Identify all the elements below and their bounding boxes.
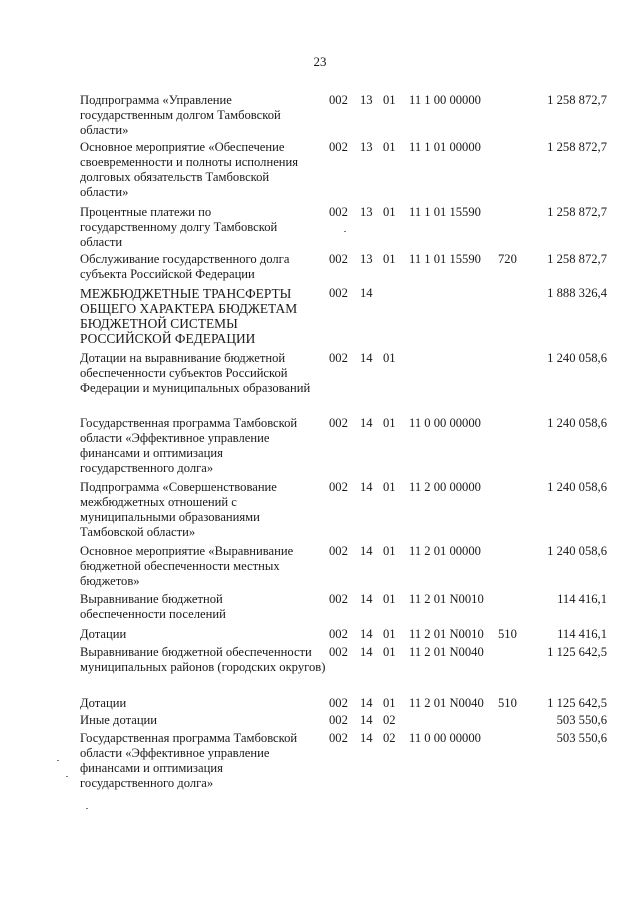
target-article-code: 11 1 00 00000 bbox=[409, 93, 481, 107]
section-code: 14 bbox=[360, 544, 373, 558]
grbs-code: 002 bbox=[329, 645, 348, 659]
subsection-code: 01 bbox=[383, 351, 396, 365]
amount: 1 125 642,5 bbox=[547, 696, 607, 710]
target-article-code: 11 2 01 N0010 bbox=[409, 627, 484, 641]
section-code: 14 bbox=[360, 416, 373, 430]
grbs-code: 002 bbox=[329, 544, 348, 558]
amount: 1 258 872,7 bbox=[547, 140, 607, 154]
section-code: 14 bbox=[360, 286, 373, 300]
grbs-code: 002 bbox=[329, 592, 348, 606]
row-name: Обслуживание государственного долга субъекта Российской Федерации bbox=[80, 252, 290, 281]
amount: 503 550,6 bbox=[556, 731, 607, 745]
subsection-code: 01 bbox=[383, 645, 396, 659]
subsection-code: 01 bbox=[383, 544, 396, 558]
grbs-code: 002 bbox=[329, 93, 348, 107]
row-name: Иные дотации bbox=[80, 713, 158, 727]
subsection-code: 01 bbox=[383, 627, 396, 641]
grbs-code: 002 bbox=[329, 416, 348, 430]
subsection-code: 01 bbox=[383, 416, 396, 430]
subsection-code: 01 bbox=[383, 205, 396, 219]
scan-speck bbox=[66, 776, 68, 777]
row-name: МЕЖБЮДЖЕТНЫЕ ТРАНСФЕРТЫ ОБЩЕГО ХАРАКТЕРА БЮДЖЕТАМ БЮДЖЕТНОЙ СИСТЕМЫ РОССИЙСКОЙ ФЕДЕРАЦИИ bbox=[80, 286, 298, 346]
target-article-code: 11 2 01 N0040 bbox=[409, 696, 484, 710]
amount: 1 240 058,6 bbox=[547, 351, 607, 365]
amount: 503 550,6 bbox=[556, 713, 607, 727]
target-article-code: 11 2 01 N0040 bbox=[409, 645, 484, 659]
target-article-code: 11 2 01 N0010 bbox=[409, 592, 484, 606]
expense-type-code: 510 bbox=[498, 696, 517, 710]
target-article-code: 11 0 00 00000 bbox=[409, 731, 481, 745]
page-number: 23 bbox=[313, 54, 327, 69]
section-code: 14 bbox=[360, 627, 373, 641]
row-name: Процентные платежи по государственному долгу Тамбовской области bbox=[80, 205, 278, 249]
row-name: Подпрограмма «Управление государственным долгом Тамбовской области» bbox=[80, 93, 281, 137]
amount: 1 258 872,7 bbox=[547, 205, 607, 219]
subsection-code: 02 bbox=[383, 731, 396, 745]
row-name: Дотации bbox=[80, 627, 127, 641]
grbs-code: 002 bbox=[329, 205, 348, 219]
row-name: Выравнивание бюджетной обеспеченности муниципальных районов (городских округов) bbox=[80, 645, 326, 674]
amount: 1 240 058,6 bbox=[547, 416, 607, 430]
amount: 1 125 642,5 bbox=[547, 645, 607, 659]
section-code: 14 bbox=[360, 480, 373, 494]
subsection-code: 01 bbox=[383, 252, 396, 266]
row-name: Дотации bbox=[80, 696, 127, 710]
subsection-code: 01 bbox=[383, 592, 396, 606]
grbs-code: 002 bbox=[329, 480, 348, 494]
subsection-code: 01 bbox=[383, 93, 396, 107]
amount: 1 240 058,6 bbox=[547, 480, 607, 494]
row-name: Государственная программа Тамбовской области «Эффективное управление финансами и оптимизация государственного долга» bbox=[80, 731, 298, 790]
target-article-code: 11 1 01 15590 bbox=[409, 205, 481, 219]
target-article-code: 11 1 01 15590 bbox=[409, 252, 481, 266]
subsection-code: 02 bbox=[383, 713, 396, 727]
grbs-code: 002 bbox=[329, 252, 348, 266]
grbs-code: 002 bbox=[329, 140, 348, 154]
section-code: 14 bbox=[360, 592, 373, 606]
amount: 1 888 326,4 bbox=[547, 286, 607, 300]
grbs-code: 002 bbox=[329, 351, 348, 365]
amount: 114 416,1 bbox=[557, 592, 607, 606]
row-name: Выравнивание бюджетной обеспеченности поселений bbox=[80, 592, 226, 621]
expense-type-code: 720 bbox=[498, 252, 517, 266]
row-name: Подпрограмма «Совершенствование межбюджетных отношений с муниципальными образованиями Тамбовской области» bbox=[80, 480, 277, 539]
grbs-code: 002 bbox=[329, 713, 348, 727]
section-code: 13 bbox=[360, 252, 373, 266]
grbs-code: 002 bbox=[329, 627, 348, 641]
section-code: 14 bbox=[360, 713, 373, 727]
target-article-code: 11 2 00 00000 bbox=[409, 480, 481, 494]
row-name: Государственная программа Тамбовской области «Эффективное управление финансами и оптимизация государственного долга» bbox=[80, 416, 298, 475]
expense-type-code: 510 bbox=[498, 627, 517, 641]
scan-speck bbox=[344, 231, 346, 232]
grbs-code: 002 bbox=[329, 696, 348, 710]
scan-speck bbox=[86, 808, 88, 809]
section-code: 14 bbox=[360, 645, 373, 659]
grbs-code: 002 bbox=[329, 286, 348, 300]
section-code: 13 bbox=[360, 205, 373, 219]
amount: 114 416,1 bbox=[557, 627, 607, 641]
section-code: 13 bbox=[360, 93, 373, 107]
row-name: Основное мероприятие «Выравнивание бюджетной обеспеченности местных бюджетов» bbox=[80, 544, 294, 588]
amount: 1 258 872,7 bbox=[547, 93, 607, 107]
target-article-code: 11 2 01 00000 bbox=[409, 544, 481, 558]
row-name: Основное мероприятие «Обеспечение своевременности и полноты исполнения долговых обязательств Тамбовской области» bbox=[80, 140, 299, 199]
subsection-code: 01 bbox=[383, 140, 396, 154]
subsection-code: 01 bbox=[383, 480, 396, 494]
subsection-code: 01 bbox=[383, 696, 396, 710]
section-code: 14 bbox=[360, 696, 373, 710]
grbs-code: 002 bbox=[329, 731, 348, 745]
target-article-code: 11 1 01 00000 bbox=[409, 140, 481, 154]
section-code: 14 bbox=[360, 351, 373, 365]
amount: 1 240 058,6 bbox=[547, 544, 607, 558]
section-code: 13 bbox=[360, 140, 373, 154]
target-article-code: 11 0 00 00000 bbox=[409, 416, 481, 430]
row-name: Дотации на выравнивание бюджетной обеспеченности субъектов Российской Федерации и муниципальных образований bbox=[80, 351, 311, 395]
amount: 1 258 872,7 bbox=[547, 252, 607, 266]
section-code: 14 bbox=[360, 731, 373, 745]
scan-speck bbox=[57, 760, 59, 761]
